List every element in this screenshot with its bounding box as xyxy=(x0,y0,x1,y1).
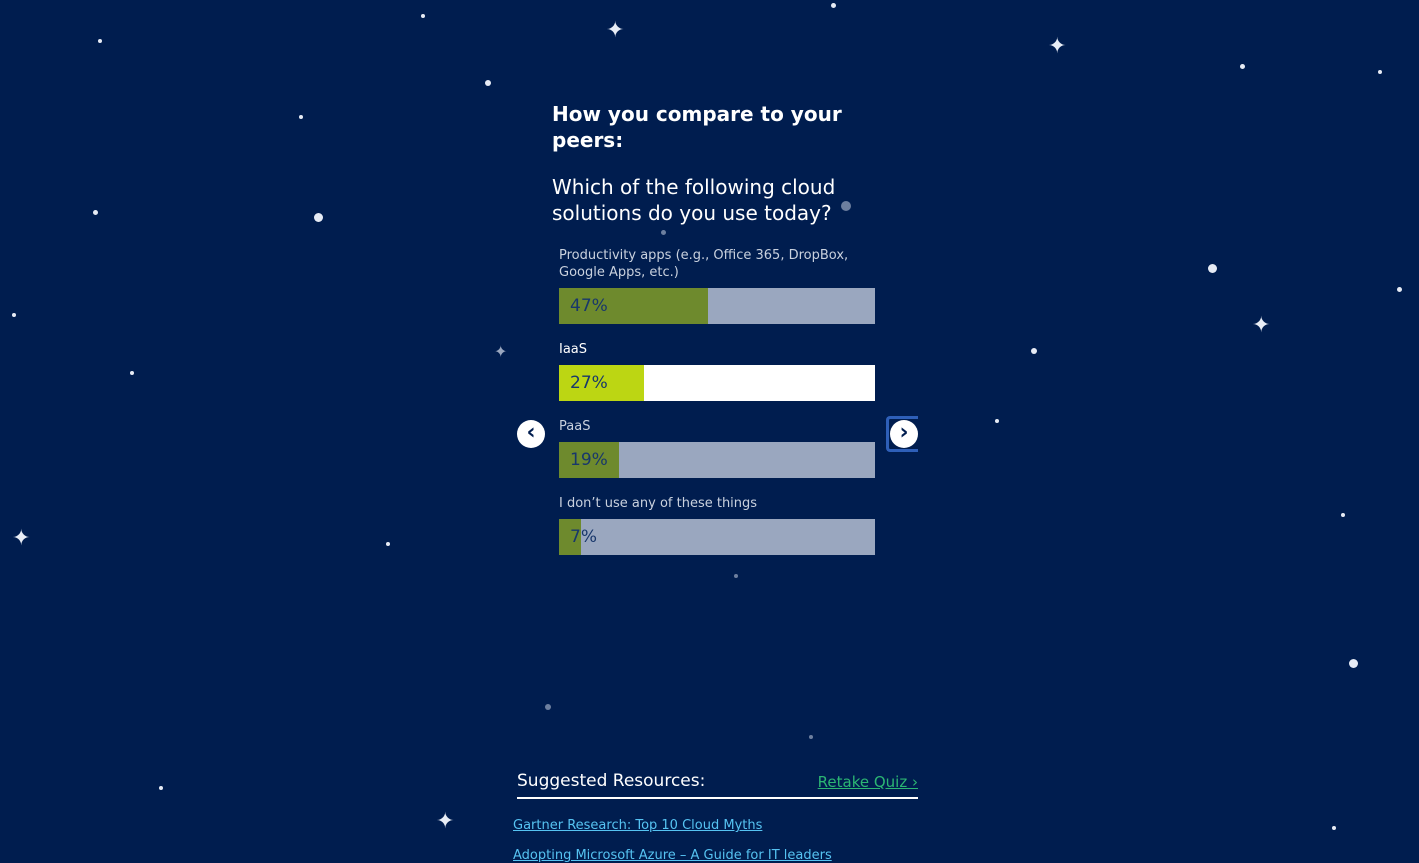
result-label: IaaS xyxy=(559,342,588,357)
result-percent: 19% xyxy=(570,450,608,470)
result-row-iaas xyxy=(559,341,875,393)
retake-quiz-link[interactable]: Retake Quiz › xyxy=(817,773,918,791)
sparkle-icon: ✦ xyxy=(494,342,508,361)
resource-link-gartner[interactable]: Gartner Research: Top 10 Cloud Myths xyxy=(513,818,763,833)
result-row-none xyxy=(559,495,875,547)
star-dot xyxy=(314,213,323,222)
result-label: Productivity apps (e.g., Office 365, DropBox, Google Apps, etc.) xyxy=(559,248,849,280)
star-dot xyxy=(1349,659,1358,668)
resources-header xyxy=(517,769,918,799)
next-button[interactable]: › xyxy=(890,420,918,448)
star-dot xyxy=(995,419,999,423)
result-label: PaaS xyxy=(559,419,591,434)
star-dot xyxy=(98,39,102,43)
previous-button[interactable]: ‹ xyxy=(517,420,545,448)
sparkle-icon: ✦ xyxy=(1048,34,1067,59)
star-dot xyxy=(545,704,551,710)
star-dot xyxy=(1397,287,1402,292)
star-dot xyxy=(1208,264,1217,273)
result-row-paas xyxy=(559,418,875,470)
quiz-question: Which of the following cloud solutions do you use today? xyxy=(552,175,836,225)
result-row-productivity xyxy=(559,247,875,316)
star-dot xyxy=(299,115,303,119)
sparkle-icon: ✦ xyxy=(436,809,455,834)
star-dot xyxy=(1332,826,1336,830)
star-dot xyxy=(1378,70,1382,74)
result-bar xyxy=(559,288,875,324)
star-dot xyxy=(159,786,163,790)
result-percent: 27% xyxy=(570,373,608,393)
result-percent: 47% xyxy=(570,296,608,316)
resources-title: Suggested Resources: xyxy=(517,771,706,791)
sparkle-icon: ✦ xyxy=(606,18,625,43)
star-dot xyxy=(485,80,491,86)
result-percent: 7% xyxy=(570,527,597,547)
result-label: I don’t use any of these things xyxy=(559,496,758,511)
star-dot xyxy=(93,210,98,215)
result-bar xyxy=(559,519,875,555)
star-dot xyxy=(421,14,425,18)
sparkle-icon: ✦ xyxy=(12,526,31,551)
star-dot xyxy=(661,230,666,235)
star-dot xyxy=(809,735,813,739)
star-dot xyxy=(734,574,738,578)
result-bar-selected xyxy=(559,365,875,401)
peers-heading: How you compare to your peers: xyxy=(552,102,842,152)
star-dot xyxy=(12,313,16,317)
star-dot xyxy=(386,542,390,546)
star-dot xyxy=(1341,513,1345,517)
result-bar xyxy=(559,442,875,478)
sparkle-icon: ✦ xyxy=(1252,313,1271,338)
star-dot xyxy=(130,371,134,375)
resource-link-azure-guide[interactable]: Adopting Microsoft Azure – A Guide for IT leaders xyxy=(513,848,832,863)
star-dot xyxy=(831,3,836,8)
star-dot xyxy=(1031,348,1037,354)
star-dot xyxy=(1240,64,1245,69)
